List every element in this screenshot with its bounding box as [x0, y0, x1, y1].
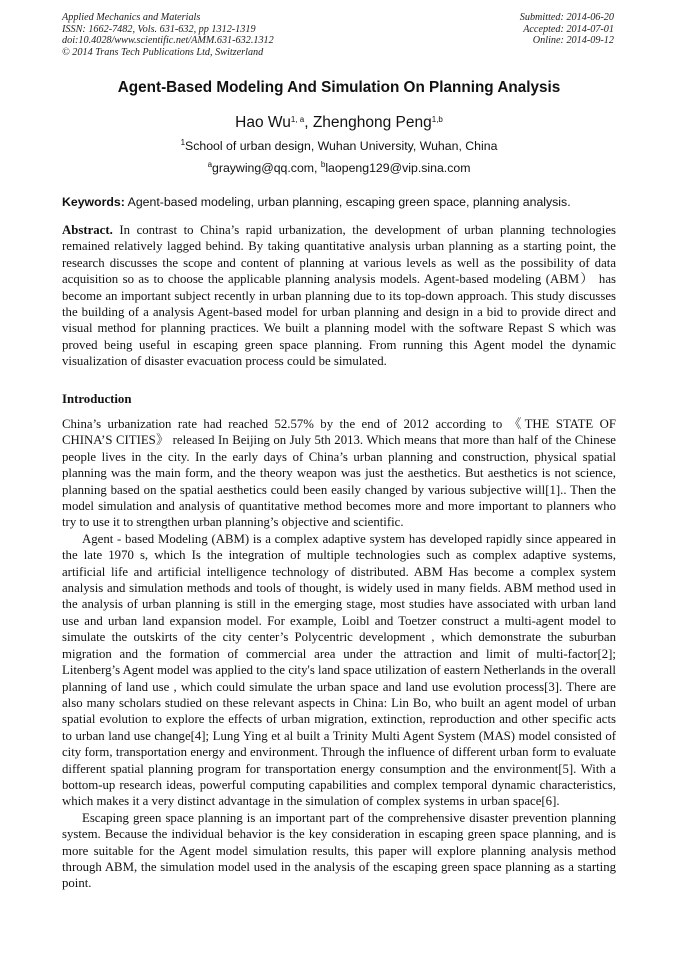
journal-doi: doi:10.4028/www.scientific.net/AMM.631-632.1312	[62, 35, 274, 46]
author-line	[60, 114, 618, 132]
email-superscript: a	[207, 160, 213, 169]
keywords-label: Keywords:	[62, 195, 125, 209]
keywords-text: Agent-based modeling, urban planning, escaping green space, planning analysis.	[124, 195, 571, 209]
affiliation-text: School of urban design, Wuhan University, Wuhan, China	[185, 139, 498, 153]
abstract-text: In contrast to China’s rapid urbanization, the development of urban planning technologies remained relatively lagged behind. By taking quantitative analysis urban planning as a starting point, the research discusses the scope and content of planning at various levels as well as the possibility of data acquisition so as to choose the applicable planning analysis models. Agent-based modeling (ABM） has become an important subject recently in urban planning due to its top-down approach. This study discusses the building of a analysis Agent-based model for urban planning and design in a bid to provide direct and visual method for planning practices. We built a planning model with the software Repast S which was proved being useful in escaping green space planning. From running this Agent model the dynamic visualization of disaster evacuation process could be simulated.	[62, 223, 616, 369]
author-name: Hao Wu	[235, 114, 291, 131]
accepted-date: Accepted: 2014-07-01	[523, 23, 614, 35]
email-link[interactable]: graywing@qq.com,	[212, 161, 321, 175]
author-name: Zhenghong Peng	[312, 114, 432, 131]
journal-issn: ISSN: 1662-7482, Vols. 631-632, pp 1312-1319	[62, 23, 256, 35]
introduction-body	[62, 416, 616, 892]
section-heading-introduction: Introduction	[62, 392, 132, 406]
affiliation	[60, 139, 618, 153]
email-superscript: b	[320, 160, 326, 169]
author-superscript: 1, a	[290, 115, 305, 124]
author-superscript: 1,b	[431, 115, 443, 124]
keywords	[62, 195, 618, 209]
submission-dates	[520, 12, 614, 47]
author-separator: ,	[304, 114, 313, 131]
online-date: Online: 2014-09-12	[532, 35, 614, 46]
journal-info	[62, 12, 274, 58]
abstract-label: Abstract.	[62, 223, 113, 237]
affiliation-superscript: 1	[180, 138, 186, 147]
paragraph: Agent - based Modeling (ABM) is a complex adaptive system has developed rapidly since appeared in the late 1970 s, which Is the integration of multiple technologies such as complex adaptive systems, artificial life and artificial intelligence technology of distributed. ABM Has become a complex system analysis and simulation methods and tools of thought, is widely used in many fields. ABM method used in the analysis of urban planning is still in the emerging stage, most studies have associated with urban land use and urban land expansion model. For example, Loibl and Toetzer construct a multi-agent model to simulate the outskirts of the city center’s Polycentric development , which demonstrate the suburban migration and the formation of commercial area under the attraction and limit of multi-factor[2]; Litenberg’s Agent model was applied to the city's land space utilization of eastern Netherlands in the overall planning of land use , which could simulate the urban space and land use evolution process[3]. There are also many scholars studied on these relevant aspects in China: Lin Bo, who built an agent model of urban spatial evolution to explore the effects of urban migration, extinction, reproduction and other specific acts to urban land use change[4]; Lung Ying et al built a Trinity Multi Agent System (MAS) model consisted of city form, transportation energy and environment. Through the influence of different urban form to evaluate different spatial planning program for transportation energy consumption and the environment[5]. With a bottom-up research ideas, powerful computing capabilities and complex temporal dynamic characteristics, which makes it a very distinct advantage in the simulation of complex systems in urban space[6].	[62, 531, 616, 809]
email-link[interactable]: laopeng129@vip.sina.com	[325, 161, 471, 175]
paragraph: China’s urbanization rate had reached 52.57% by the end of 2012 according to 《THE STATE OF CHINA’S CITIES》 released In Beijing on July 5th 2013. Which means that more than half of the Chinese people lives in the city. In the early days of China’s urban planning and construction, physical spatial planning was the main form, and the theory weapon was just the aesthetics. But aesthetics is not science, planning based on the spatial aesthetics could been easily changed by various subjective will[1].. Then the model simulation and analysis of quantitative method becomes more and more important to planners who try to use it to strengthen urban planning’s objective and scientific.	[62, 417, 616, 530]
author-emails	[60, 161, 618, 175]
submitted-date: Submitted: 2014-06-20	[519, 12, 614, 23]
abstract	[62, 222, 616, 370]
paper-title: Agent-Based Modeling And Simulation On Planning Analysis	[117, 79, 561, 96]
paragraph: Escaping green space planning is an important part of the comprehensive disaster prevention planning system. Because the individual behavior is the key consideration in escaping green space planning, and is more suitable for the Agent model simulation results, this paper will explore planning analysis method through ABM, the simulation model used in the analysis of the escaping green space planning as a starting point.	[62, 810, 616, 891]
journal-name: Applied Mechanics and Materials	[62, 12, 201, 23]
journal-copyright: © 2014 Trans Tech Publications Ltd, Switzerland	[62, 46, 264, 58]
